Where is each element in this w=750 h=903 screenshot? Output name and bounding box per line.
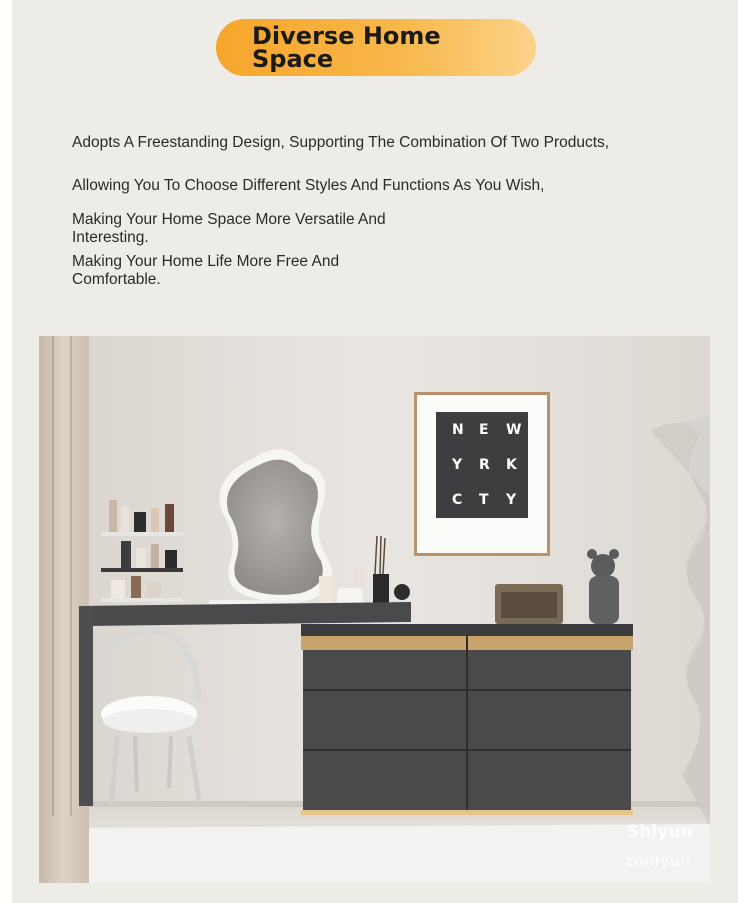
poster-letter: R <box>479 457 490 473</box>
wall-poster <box>414 392 550 556</box>
vanity-scene-illustration <box>39 336 710 883</box>
poster-letter: K <box>506 457 517 473</box>
poster-letter: E <box>479 422 489 438</box>
poster-letter: T <box>479 492 489 508</box>
section-title-banner <box>216 19 536 76</box>
poster-letter: C <box>452 492 463 508</box>
product-photo <box>39 336 710 883</box>
product-page <box>12 0 738 903</box>
desk-top <box>79 602 411 626</box>
poster-letter: Y <box>452 457 463 473</box>
watermark-brand: Shiyun <box>627 822 693 842</box>
poster-letter: N <box>452 422 464 438</box>
section-title: Diverse Home Space <box>252 22 441 73</box>
dresser-cabinet <box>301 624 633 815</box>
watermark-brand-secondary: zonlyun <box>625 852 691 870</box>
description-line-4: Making Your Home Life More Free And Comfortable. <box>72 253 340 288</box>
description-line-1: Adopts A Freestanding Design, Supporting The Combination Of Two Products, <box>72 134 610 151</box>
description-line-3: Making Your Home Space More Versatile And Interesting. <box>72 211 386 246</box>
description-line-2: Allowing You To Choose Different Styles And Functions As You Wish, <box>72 177 545 194</box>
poster-letter: Y <box>506 492 517 508</box>
poster-letter: W <box>506 422 522 438</box>
